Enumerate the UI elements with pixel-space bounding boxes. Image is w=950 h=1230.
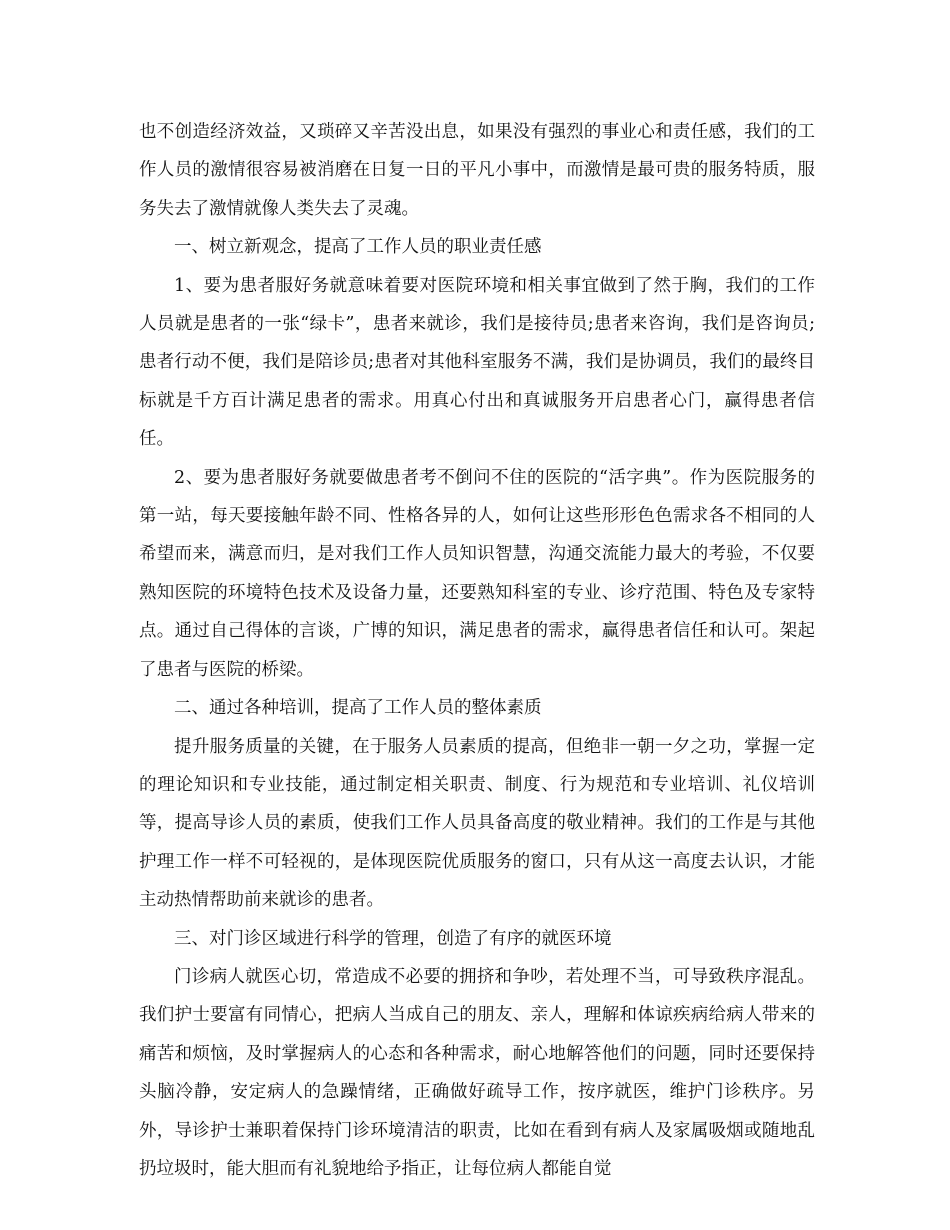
paragraph: 1、要为患者服好务就意味着要对医院环境和相关事宜做到了然于胸，我们的工作人员就是患者的一张“绿卡”，患者来就诊，我们是接待员;患者来咨询，我们是咨询员;患者行动不便，我们是陪诊员;患者对其他科室服务不满，我们是协调员，我们的最终目标就是千方百计满足患者的需求。用真心付出和真诚服务开启患者心门，赢得患者信任。 — [139, 275, 815, 450]
document-body — [139, 113, 815, 1188]
paragraph: 提升服务质量的关键，在于服务人员素质的提高，但绝非一朝一夕之功，掌握一定的理论知识和专业技能，通过制定相关职责、制度、行为规范和专业培训、礼仪培训等，提高导诊人员的素质，使我们工作人员具备高度的敬业精神。我们的工作是与其他护理工作一样不可轻视的，是体现医院优质服务的窗口，只有从这一高度去认识，才能主动热情帮助前来就诊的患者。 — [139, 736, 815, 911]
section-heading: 一、树立新观念，提高了工作人员的职业责任感 — [174, 237, 542, 258]
section-heading: 三、对门诊区域进行科学的管理，创造了有序的就医环境 — [174, 928, 612, 949]
paragraph: 2、要为患者服好务就要做患者考不倒问不住的医院的“活字典”。作为医院服务的第一站，每天要接触年龄不同、性格各异的人，如何让这些形形色色需求各不相同的人希望而来，满意而归，是对我们工作人员知识智慧，沟通交流能力最大的考验，不仅要熟知医院的环境特色技术及设备力量，还要熟知科室的专业、诊疗范围、特色及专家特点。通过自己得体的言谈，广博的知识，满足患者的需求，赢得患者信任和认可。架起了患者与医院的桥梁。 — [139, 467, 815, 680]
paragraph: 也不创造经济效益，又琐碎又辛苦没出息，如果没有强烈的事业心和责任感，我们的工作人员的激情很容易被消磨在日复一日的平凡小事中，而激情是最可贵的服务特质，服务失去了激情就像人类失去了灵魂。 — [139, 122, 815, 219]
section-heading: 二、通过各种培训，提高了工作人员的整体素质 — [174, 698, 542, 719]
paragraph: 门诊病人就医心切，常造成不必要的拥挤和争吵，若处理不当，可导致秩序混乱。我们护士要富有同情心，把病人当成自己的朋友、亲人，理解和体谅疾病给病人带来的痛苦和烦恼，及时掌握病人的心态和各种需求，耐心地解答他们的问题，同时还要保持头脑冷静，安定病人的急躁情绪，正确做好疏导工作，按序就医，维护门诊秩序。另外，导诊护士兼职着保持门诊环境清洁的职责，比如在看到有病人及家属吸烟或随地乱扔垃圾时，能大胆而有礼貌地给予指正，让每位病人都能自觉 — [139, 966, 815, 1179]
